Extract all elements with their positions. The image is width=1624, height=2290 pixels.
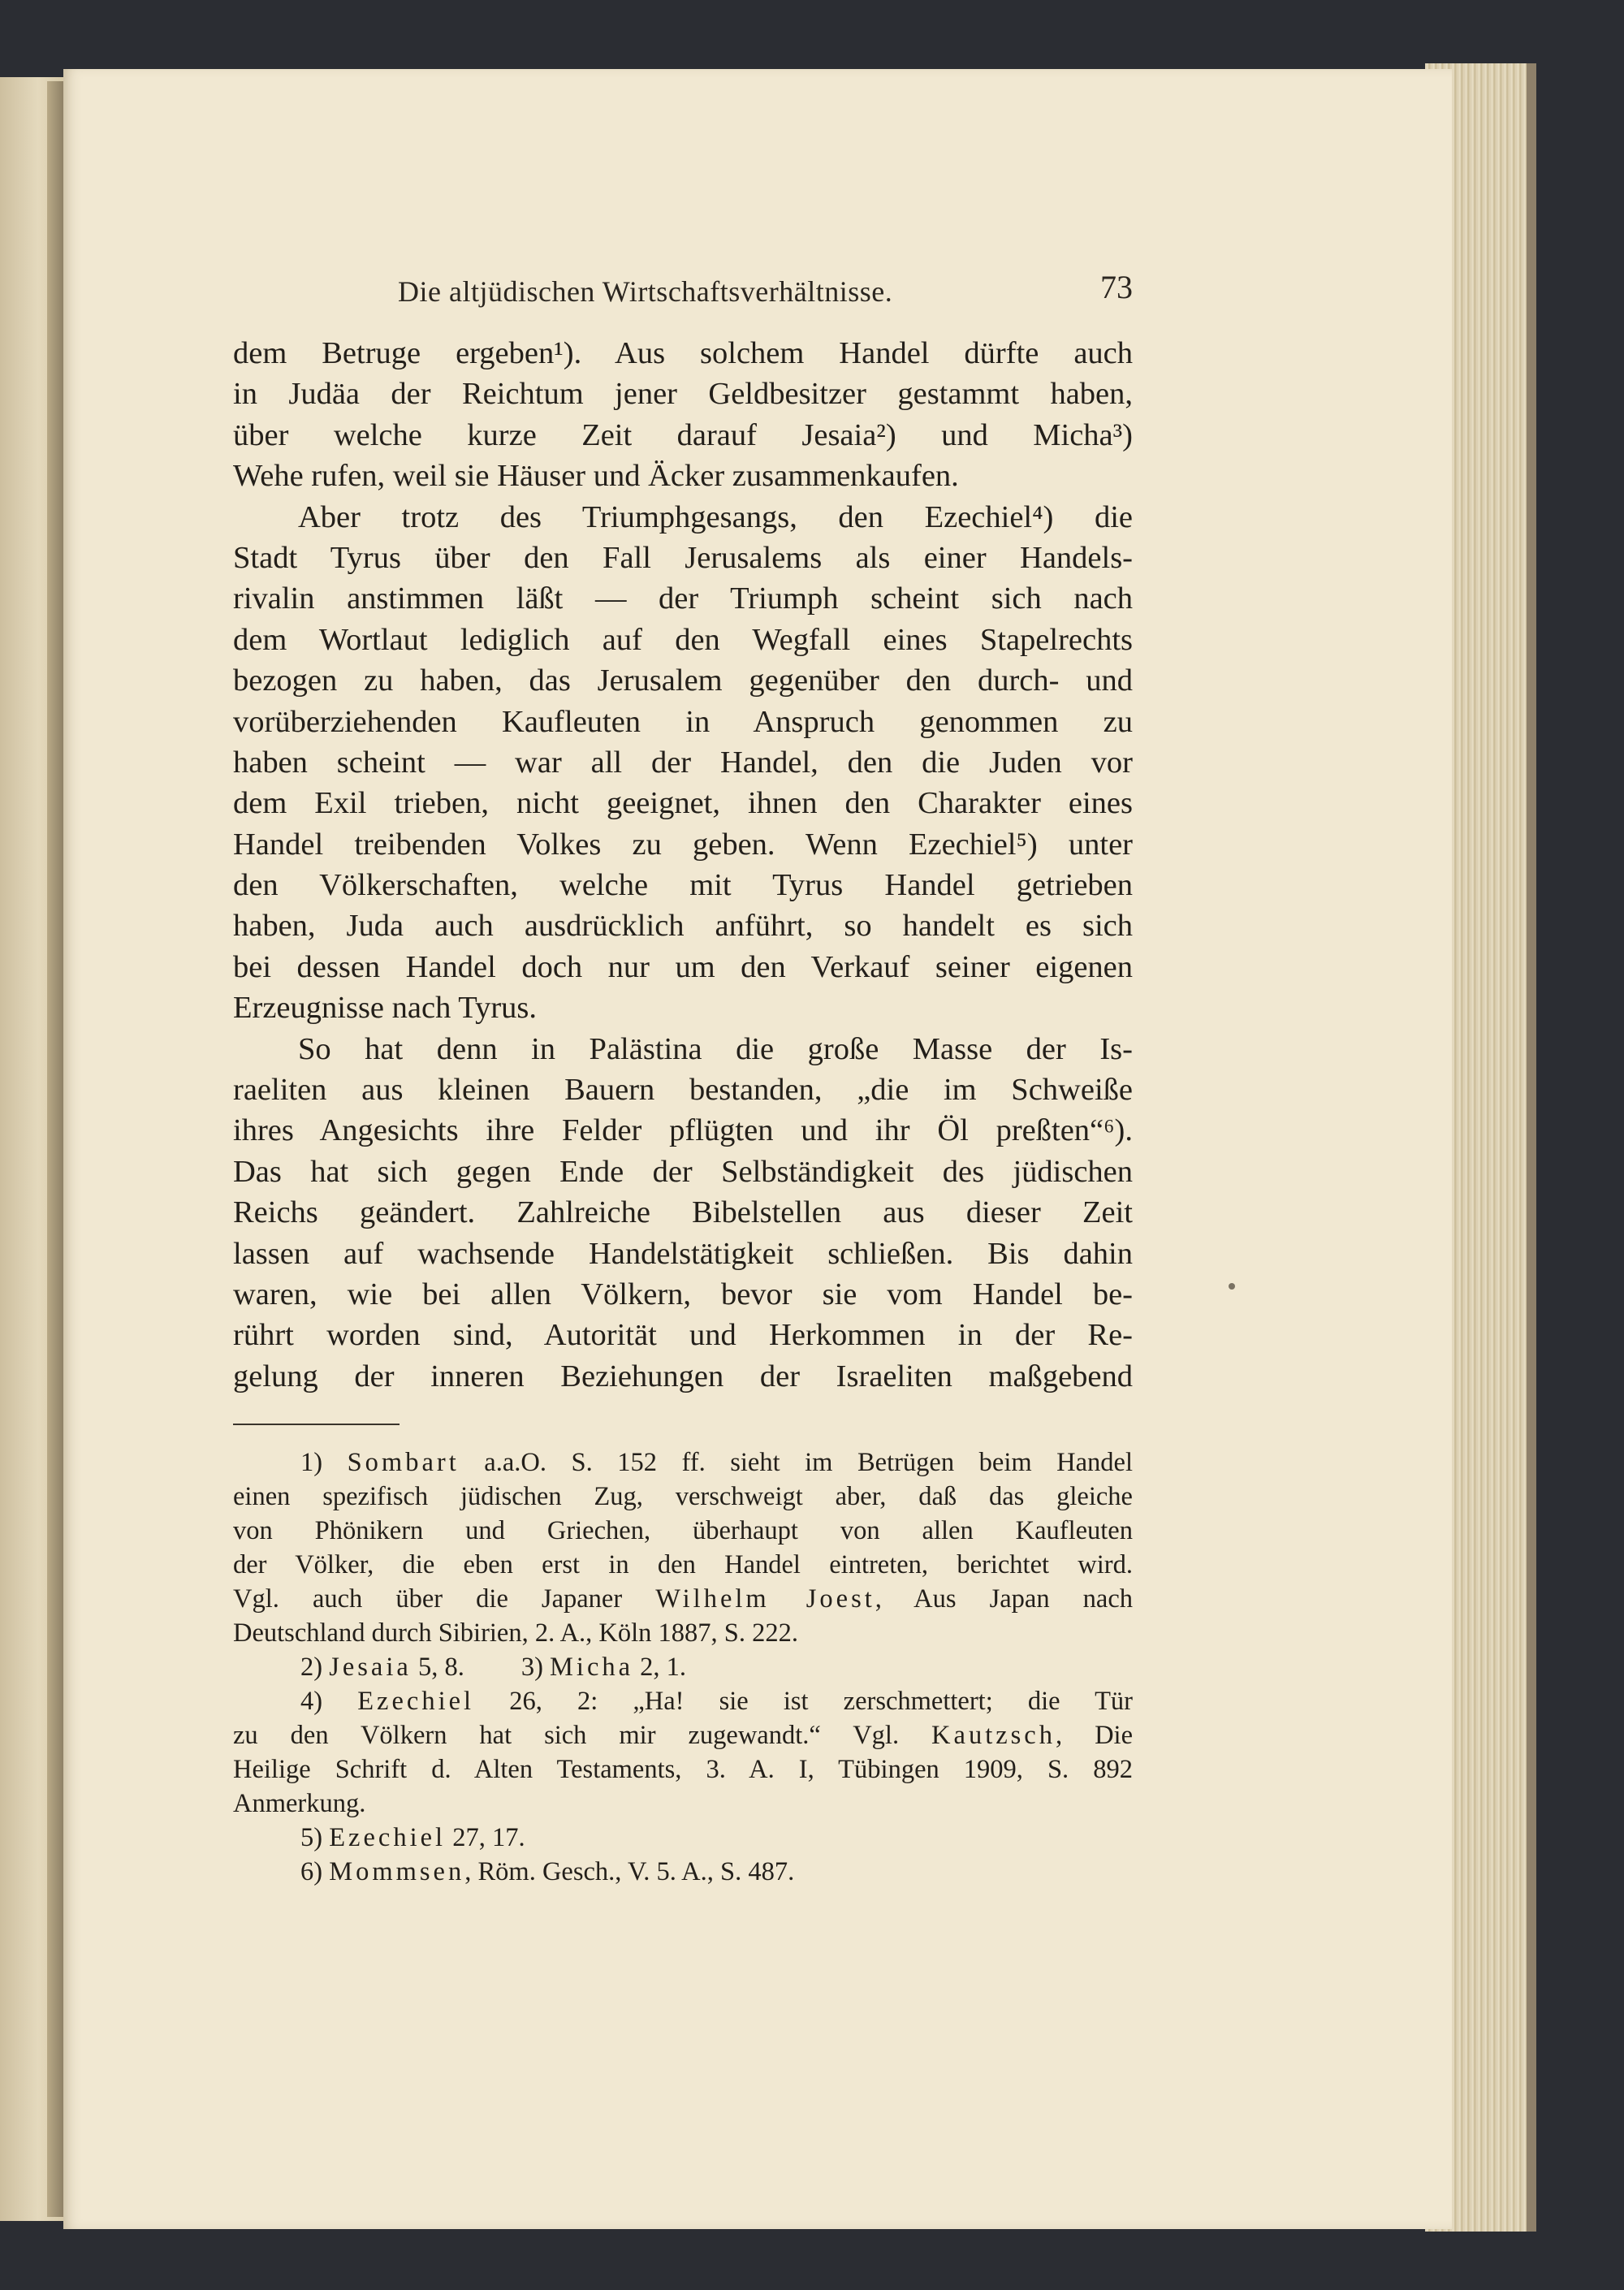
text-line: ihres Angesichts ihre Felder pflügten und ihr Öl preßten“⁶). — [233, 1113, 1133, 1148]
footnote-text: Vgl. auch über die Japaner — [233, 1584, 623, 1614]
footnotes — [233, 1445, 1133, 1889]
book-gutter — [47, 81, 63, 2217]
text-line: rivalin anstimmen läßt — der Triumph scheint sich nach — [233, 581, 1133, 616]
text-line: dem Exil trieben, nicht geeignet, ihnen den Charakter eines — [233, 786, 1133, 821]
text-line: bei dessen Handel doch nur um den Verkauf seiner eigenen — [233, 949, 1133, 984]
cited-author: Mommsen — [329, 1857, 465, 1886]
footnote-line: einen spezifisch jüdischen Zug, verschweigt aber, daß das gleiche — [233, 1482, 1133, 1511]
running-title: Die altjüdischen Wirtschaftsverhältnisse. — [398, 275, 893, 308]
text-line: haben scheint — war all der Handel, den die Juden vor — [233, 745, 1133, 780]
footnote-text: , Aus Japan nach — [875, 1584, 1133, 1614]
footnote-line: der Völker, die eben erst in den Handel eintreten, berichtet wird. — [233, 1550, 1133, 1579]
text-line: bezogen zu haben, das Jerusalem gegenüber den durch- und — [233, 663, 1133, 698]
cited-author: Kautzsch — [931, 1721, 1056, 1750]
text-line: gelung der inneren Beziehungen der Israeliten maßgebend — [233, 1359, 1133, 1393]
footnote-line: Anmerkung. — [233, 1789, 366, 1818]
text-line: dem Wortlaut lediglich auf den Wegfall eines Stapelrechts — [233, 622, 1133, 657]
footnote-mark: 5) — [300, 1823, 323, 1852]
footnote-mark: 6) — [300, 1857, 323, 1886]
footnote-4 — [233, 1684, 1133, 1718]
text-line: Handel treibenden Volkes zu geben. Wenn Ezechiel⁵) unter — [233, 827, 1133, 862]
footnote-line — [233, 1582, 1133, 1616]
ink-speck — [1229, 1283, 1235, 1290]
text-line: Das hat sich gegen Ende der Selbständigkeit des jüdischen — [233, 1154, 1133, 1189]
footnote-text: , Röm. Gesch., V. 5. A., S. 487. — [464, 1857, 795, 1886]
text-line: raeliten aus kleinen Bauern bestanden, „die im Schweiße — [233, 1073, 1133, 1108]
cited-name: Ezechiel — [357, 1687, 475, 1716]
text-line: Stadt Tyrus über den Fall Jerusalems als einer Handels- — [233, 540, 1133, 575]
text-line: waren, wie bei allen Völkern, bevor sie vom Handel be- — [233, 1277, 1133, 1311]
text-line: So hat denn in Palästina die große Masse der Is- — [298, 1031, 1133, 1066]
footnote-5 — [233, 1821, 1133, 1855]
book-cover-edge — [1527, 63, 1536, 2232]
footnote-1 — [233, 1445, 1133, 1480]
footnote-line — [233, 1718, 1133, 1752]
text-line: lassen auf wachsende Handelstätigkeit schließen. Bis dahin — [233, 1236, 1133, 1271]
footnote-text: 27, 17. — [452, 1823, 525, 1852]
footnote-line: Heilige Schrift d. Alten Testaments, 3. A. I, Tübingen 1909, S. 892 — [233, 1755, 1133, 1784]
cited-name: Micha — [550, 1653, 634, 1682]
footnote-mark: 2) — [300, 1653, 323, 1682]
cited-author: Wilhelm Joest — [655, 1584, 875, 1614]
cited-author: Sombart — [347, 1448, 460, 1477]
text-line: den Völkerschaften, welche mit Tyrus Handel getrieben — [233, 868, 1133, 903]
body-text — [233, 333, 1133, 1397]
running-header — [398, 268, 1133, 317]
text-line: Aber trotz des Triumphgesangs, den Ezechiel⁴) die — [298, 499, 1133, 534]
text-line: rührt worden sind, Autorität und Herkommen in der Re- — [233, 1318, 1133, 1353]
text-line: Reichs geändert. Zahlreiche Bibelstellen aus dieser Zeit — [233, 1195, 1133, 1230]
footnote-text: zu den Völkern hat sich mir zugewandt.“ Vgl. — [233, 1721, 900, 1750]
cited-name: Ezechiel — [329, 1823, 447, 1852]
footnote-text: 5, 8. — [417, 1653, 464, 1682]
text-line: über welche kurze Zeit darauf Jesaia²) und Micha³) — [233, 417, 1133, 452]
footnote-6 — [233, 1855, 1133, 1889]
text-line: vorüberziehenden Kaufleuten in Anspruch genommen zu — [233, 704, 1133, 739]
footnote-mark: 1) — [300, 1448, 323, 1477]
footnote-line: von Phönikern und Griechen, überhaupt von allen Kaufleuten — [233, 1516, 1133, 1545]
cited-name: Jesaia — [329, 1653, 412, 1682]
footnote-rule — [233, 1424, 400, 1425]
text-line: Wehe rufen, weil sie Häuser und Äcker zusammenkaufen. — [233, 459, 959, 494]
footnote-mark: 4) — [300, 1687, 323, 1716]
footnote-text: 2, 1. — [640, 1653, 687, 1682]
footnote-mark: 3) — [520, 1653, 543, 1682]
footnote-line: Deutschland durch Sibirien, 2. A., Köln 1887, S. 222. — [233, 1618, 798, 1648]
footnote-text: a.a.O. S. 152 ff. sieht im Betrügen beim Handel — [484, 1448, 1134, 1477]
text-line: dem Betruge ergeben¹). Aus solchem Handel dürfte auch — [233, 336, 1133, 370]
footnote-text: 26, 2: „Ha! sie ist zerschmettert; die Tür — [509, 1687, 1134, 1716]
footnote-2-3 — [233, 1650, 1133, 1684]
text-line: Erzeugnisse nach Tyrus. — [233, 991, 538, 1026]
text-line: in Judäa der Reichtum jener Geldbesitzer gestammt haben, — [233, 377, 1133, 412]
footnote-text: , Die — [1055, 1721, 1133, 1750]
text-line: haben, Juda auch ausdrücklich anführt, so handelt es sich — [233, 909, 1133, 944]
page-number: 73 — [1100, 269, 1133, 305]
